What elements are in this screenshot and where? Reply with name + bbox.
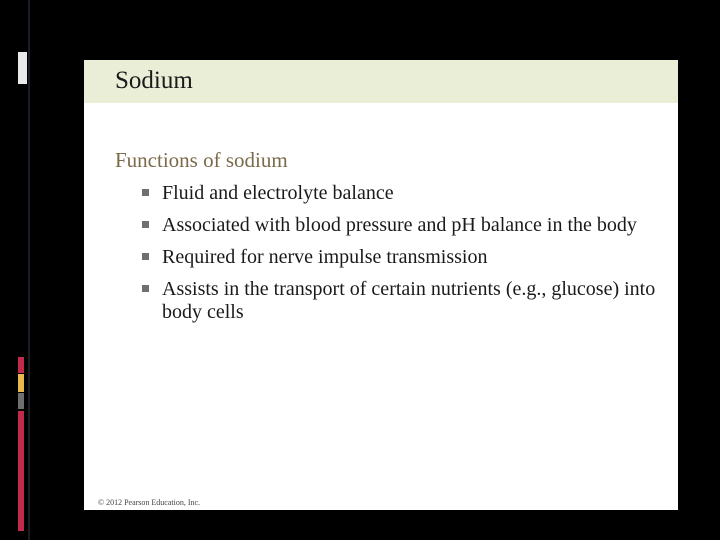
slide-title: Sodium — [115, 67, 193, 94]
accent-bar-red-top — [18, 357, 24, 373]
title-band — [84, 60, 678, 103]
left-strip — [28, 0, 30, 540]
square-bullet-icon — [142, 221, 149, 228]
section-heading: Functions of sodium — [115, 148, 288, 172]
bullet-item — [139, 278, 659, 324]
bullet-item — [139, 182, 659, 205]
bullet-text: Fluid and electrolyte balance — [162, 182, 394, 204]
accent-bar-gray — [18, 393, 24, 409]
bullet-item — [139, 214, 659, 237]
bullet-text: Associated with blood pressure and pH balance in the body — [162, 214, 637, 236]
bullet-text: Required for nerve impulse transmission — [162, 246, 488, 268]
accent-bar-red-bottom — [18, 411, 24, 531]
accent-bar-yellow — [18, 374, 24, 392]
square-bullet-icon — [142, 189, 149, 196]
bullet-item — [139, 246, 659, 269]
square-bullet-icon — [142, 253, 149, 260]
bullet-list — [139, 182, 659, 333]
copyright-notice: © 2012 Pearson Education, Inc. — [98, 498, 201, 507]
accent-block — [18, 52, 27, 84]
bullet-text: Assists in the transport of certain nutrients (e.g., glucose) into body cells — [162, 278, 656, 323]
slide — [84, 60, 678, 510]
square-bullet-icon — [142, 285, 149, 292]
